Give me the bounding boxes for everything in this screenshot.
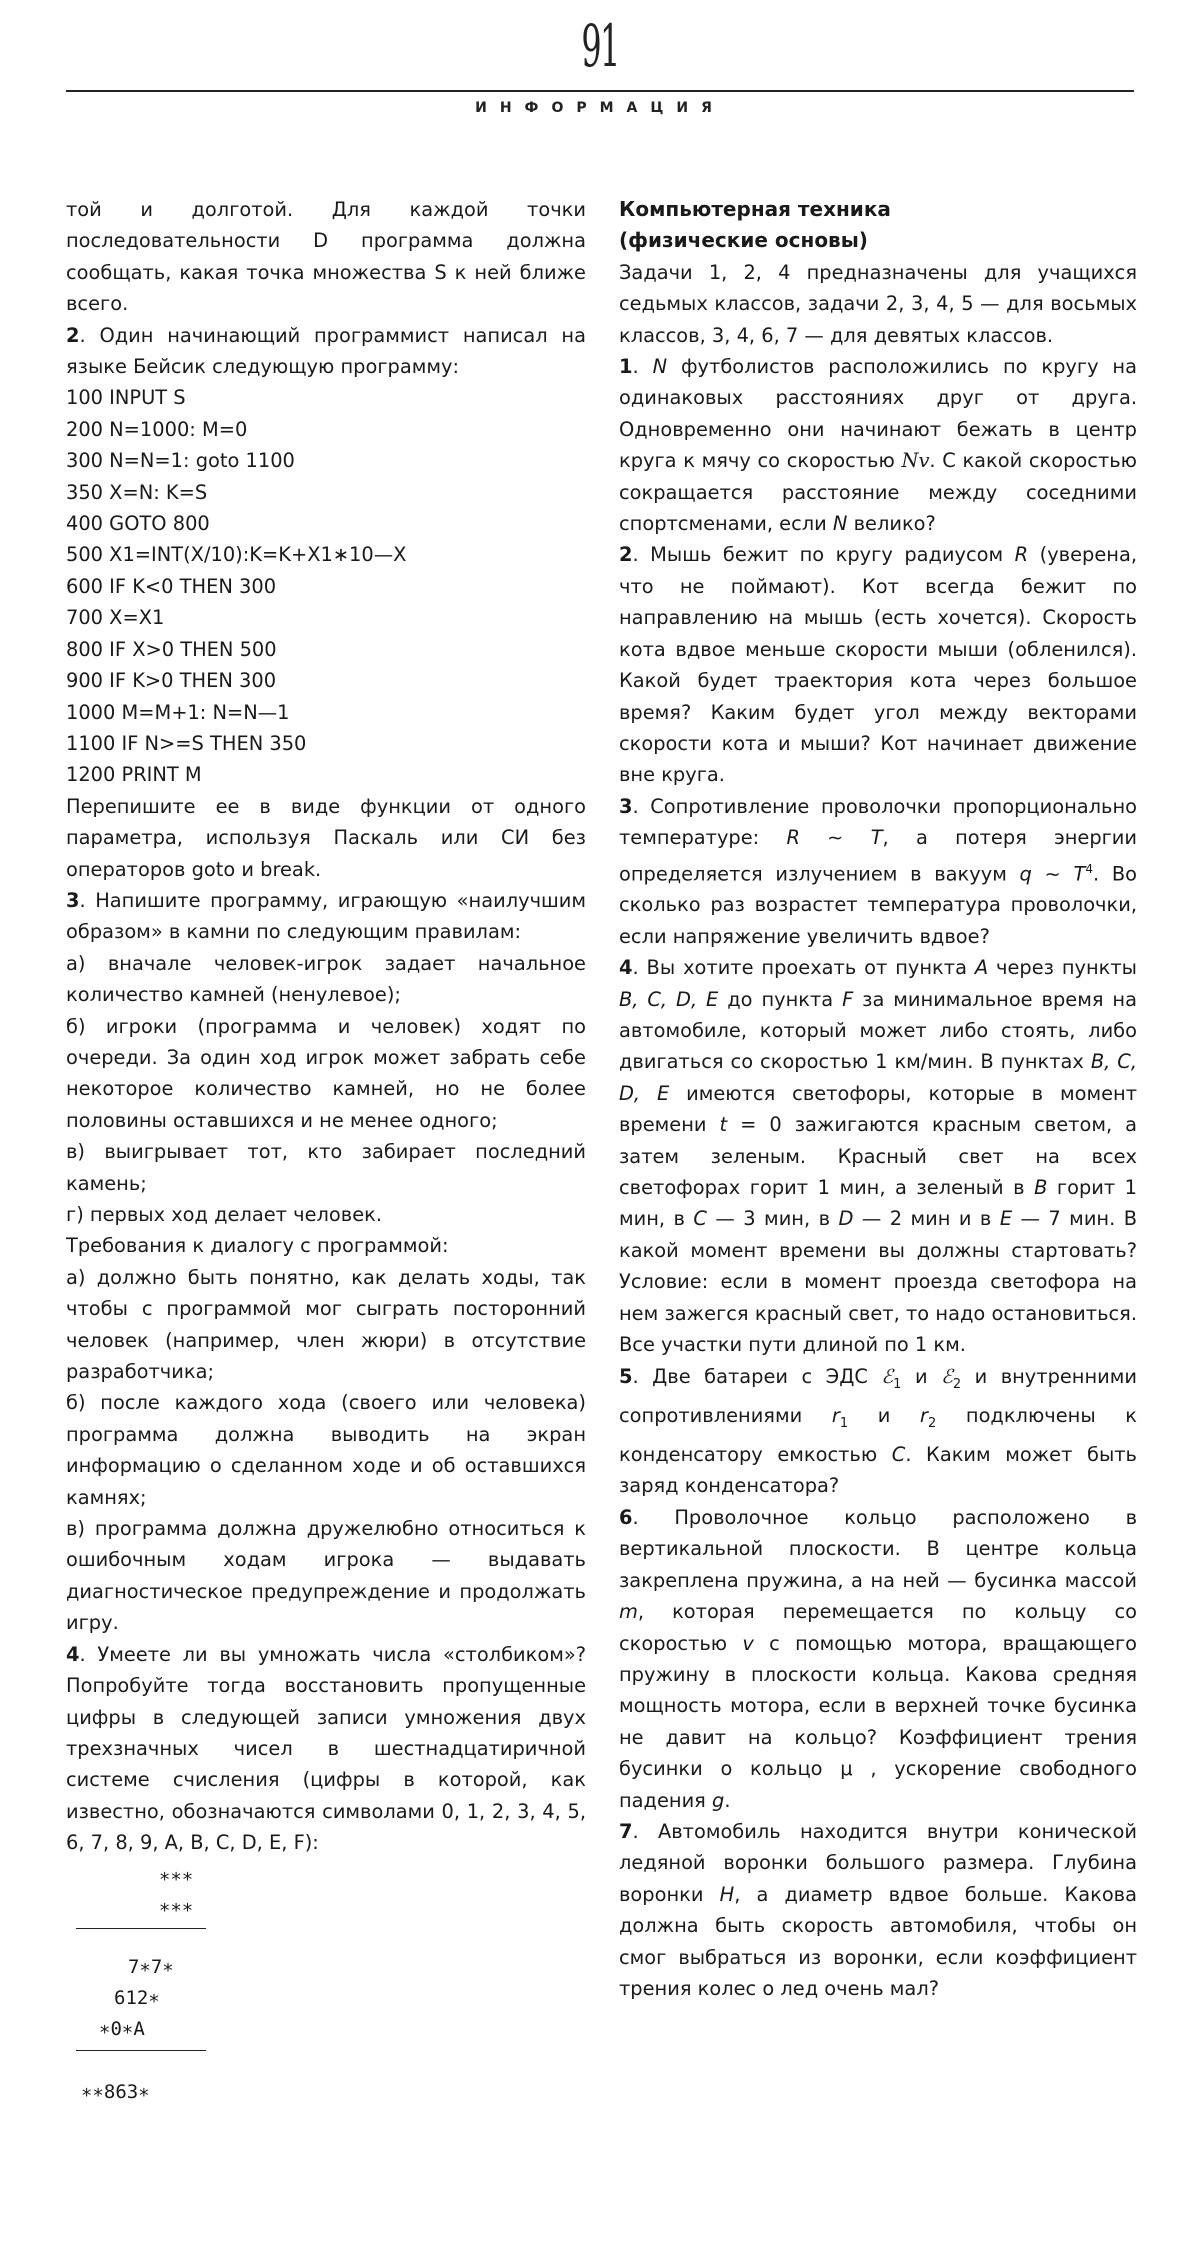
var-t: t [719,1113,728,1137]
mult-row-4: 612∗ [114,1986,160,2009]
requirement-a: а) должно быть понятно, как делать ходы, так чтобы с программой мог сыграть посторонний человек (например, член жюри) в отсутствие разработчика; [66,1265,586,1384]
section-title: ИНФОРМАЦИЯ [475,100,725,116]
var-emf: ℰ [881,1364,894,1388]
var-R: R [1014,543,1029,567]
problem-number: 2 [619,543,633,567]
text: горит 1 мин, в [619,1176,1138,1231]
problem-2-tail: Перепишите ее в виде функции от одного параметра, используя Паскаль или СИ без операторов goto и break. [66,794,586,881]
text: = 0 зажигаются красным светом, а затем зеленым. Красный свет на всех светофорах горит 1 мин, а зеленый в [619,1113,1137,1200]
problem-text: . Напишите программу, играющую «наилучшим образом» в камни по следующим правилам: [66,888,586,944]
intro-paragraph: Задачи 1, 2, 4 предназначены для учащихся седьмых классов, задачи 2, 3, 4, 5 — для восьмых классов, 3, 4, 6, 7 — для девятых классов. [619,260,1137,347]
text: имеются светофоры, которые в момент времени [619,1081,1137,1137]
problem-2 [619,539,1137,790]
var-v: v [742,1631,754,1655]
text: . [632,355,653,379]
code-line: 350 X=N: K=S [66,480,208,504]
code-line: 1000 M=M+1: N=N—1 [66,700,290,724]
var-F: F [842,987,854,1011]
problem-text: . Умеете ли вы умножать числа «столбиком»? Попробуйте тогда восстановить пропущенные цифры в следующей записи умножения двух трехзначных чисел в шестнадцатиричной системе счисления (цифры в которой, как известно, обозначаются символами 0, 1, 2, 3, 4, 5, 6, 7, 8, 9, A, B, C, D, E, F): [66,1642,586,1855]
problem-1 [619,351,1137,539]
sim-sign: ∼ [799,826,871,850]
text: , которая перемещается по кольцу со скоростью [619,1600,1137,1655]
var-D: D [838,1207,854,1231]
subscript: 1 [893,1376,902,1392]
mult-row-1: ∗∗∗ [159,1864,194,1887]
code-line: 600 IF K<0 THEN 300 [66,574,277,598]
var-C: C [693,1207,707,1231]
text: и [901,1364,942,1388]
var-m: m [619,1600,638,1624]
text: через пункты [988,956,1137,980]
text: футболистов расположились по кругу на одинаковых расстояниях друг от друга. Одновременно они начинают бежать в центр круга к мячу со скоростью [619,355,1137,473]
code-line: 100 INPUT S [66,386,186,410]
var-B: B [1034,1176,1048,1200]
var-g: g [712,1788,725,1812]
problem-2 [66,320,586,383]
var-T: T [870,826,883,850]
rule-b: б) игроки (программа и человек) ходят по очереди. За один ход игрок может забрать себе некоторое количество камней, но не более половины оставшихся и не менее одного; [66,1014,586,1132]
var-E: E [999,1207,1013,1231]
text: (уверена, что не поймают). Кот всегда бежит по направлению на мышь (есть хочется). Скорость кота вдвое меньше скорости мыши (обленился). Какой будет траектория кота через большое время? Каким будет угол между векторами скорости кота и мыши? Кот начинает движение вне круга. [619,543,1137,787]
var-N: N [832,512,848,536]
column-title: Компьютерная техника [619,197,891,221]
var-points: B, C, D, E [619,1050,1137,1105]
intro-paragraph: той и долготой. Для каждой точки последовательности D программа должна сообщать, какая точка множества S к ней ближе всего. [66,198,586,316]
mult-rule-1 [76,1928,206,1929]
text: . Мышь бежит по кругу радиусом [632,543,1015,567]
page-header [0,0,1200,130]
text: . Две батареи с ЭДС [632,1364,882,1388]
problem-number: 4 [619,956,633,980]
var-H: H [719,1882,735,1906]
subscript: 1 [839,1415,849,1431]
requirements-title: Требования к диалогу с программой: [66,1234,449,1258]
rule-c: в) выигрывает тот, кто забирает последний камень; [66,1140,586,1195]
var-T: T [1073,862,1086,885]
var-emf: ℰ [941,1364,953,1388]
text: , а диаметр вдвое больше. Какова должна быть скорость автомобиля, чтобы он смог выбраться из воронки, если коэффициент трения колес о лед очень мал? [619,1882,1137,2000]
code-line: 300 N=N=1: goto 1100 [66,449,295,473]
text: — 7 мин. В какой момент времени вы должны стартовать? Условие: если в момент проезда светофора на нем зажегся красный свет, то надо остановиться. Все участки пути длиной по 1 км. [619,1207,1138,1357]
problem-number: 6 [619,1505,633,1529]
text: — 2 мин и в [853,1207,1000,1231]
text: . С какой скоростью сокращается расстояние между соседними спортсменами, если [619,449,1137,536]
var-mu: μ [840,1757,853,1781]
text: . [724,1788,731,1812]
text: и внутренними сопротивлениями [619,1364,1137,1427]
problem-number: 7 [619,1819,633,1843]
code-line: 400 GOTO 800 [66,512,210,536]
rule-a: а) вначале человек-игрок задает начальное количество камней (ненулевое); [66,951,586,1007]
var-R: R [786,826,800,850]
text: . Вы хотите проехать от пункта [632,956,975,980]
problem-number: 2 [66,323,80,347]
mult-row-2: ∗∗∗ [159,1895,194,1918]
text: . Проволочное кольцо расположено в вертикальной плоскости. В центре кольца закреплена пружина, а на ней — бусинка массой [619,1505,1137,1592]
text: . Во сколько раз возрастет температура проволочки, если напряжение увеличить вдвое? [619,862,1138,948]
column-subtitle: (физические основы) [619,228,868,253]
problem-number: 1 [619,355,633,379]
problem-number: 3 [66,888,80,912]
text: . Сопротивление проволочки пропорционально температуре: [619,794,1137,850]
text: до пункта [718,987,843,1011]
text: за минимальное время на автомобиле, который может либо стоять, либо двигаться со скоростью 1 км/мин. В пунктах [619,987,1137,1074]
problem-5 [619,1361,1137,1502]
problem-4 [66,1639,586,1859]
var-q: q [1019,862,1032,885]
multiplication-puzzle [66,1859,586,2241]
mult-row-5: ∗0∗A [99,2017,145,2040]
problem-3 [66,885,586,948]
text: . Автомобиль находится внутри конической ледяной воронки большого размера. Глубина воронки [619,1819,1137,1906]
text: подключены к конденсатору емкостью [619,1403,1137,1467]
exponent: 4 [1085,861,1093,876]
problem-text: . Один начинающий программист написал на языке Бейсик следующую программу: [66,323,586,379]
mult-rule-2 [76,2050,206,2051]
problem-number: 5 [619,1364,633,1388]
text: с помощью мотора, вращающего пружину в плоскости кольца. Какова средняя мощность мотора, если в верхней точке бусинка не давит на кольцо? Коэффициент трения бусинки о кольцо [619,1631,1138,1781]
var-points: B, C, D, E [619,987,719,1011]
right-column [619,194,1137,2004]
mult-row-3: 7∗7∗ [128,1955,174,1978]
problem-4 [619,952,1137,1360]
requirement-b: б) после каждого хода (своего или человека) программа должна выводить на экран информацию о сделанном ходе и об оставшихся камнях; [66,1391,586,1509]
left-column [66,194,586,2241]
text: — 3 мин, в [706,1207,839,1231]
code-line: 900 IF K>0 THEN 300 [66,669,277,693]
var-N: N [652,355,668,379]
problem-6 [619,1502,1137,1816]
subscript: 2 [952,1376,962,1392]
mult-row-6: ∗∗863∗ [81,2080,150,2103]
code-line: 700 X=X1 [66,606,165,630]
text: велико? [847,512,936,536]
problem-number: 4 [66,1642,80,1666]
rule-d: г) первых ход делает человек. [66,1203,382,1226]
problem-number: 3 [619,794,633,818]
requirement-c: в) программа должна дружелюбно относиться к ошибочным ходам игрока — выдавать диагностическое предупреждение и продолжать игру. [66,1517,586,1635]
text: . Каким может быть заряд конденсатора? [619,1443,1137,1498]
text: , ускорение свободного падения [619,1757,1137,1812]
text: и [848,1403,920,1427]
var-r: r [831,1403,840,1427]
var-Nv: Nv [901,449,930,473]
page-number: 91 [581,12,619,80]
subscript: 2 [927,1415,937,1431]
code-line: 1200 PRINT M [66,763,202,787]
var-C: C [891,1443,906,1467]
code-line: 1100 IF N>=S THEN 350 [66,731,307,755]
var-A: A [974,956,989,980]
var-r: r [919,1403,928,1427]
problem-3 [619,791,1137,953]
sim-sign: ∼ [1031,862,1074,885]
header-rule [66,90,1134,92]
code-line: 800 IF X>0 THEN 500 [66,637,277,661]
problem-7 [619,1816,1137,2004]
text: , а потеря энергии определяется излучением в вакуум [619,826,1138,885]
code-line: 200 N=1000: M=0 [66,417,248,441]
code-line: 500 X1=INT(X/10):K=K+X1∗10—X [66,543,407,567]
